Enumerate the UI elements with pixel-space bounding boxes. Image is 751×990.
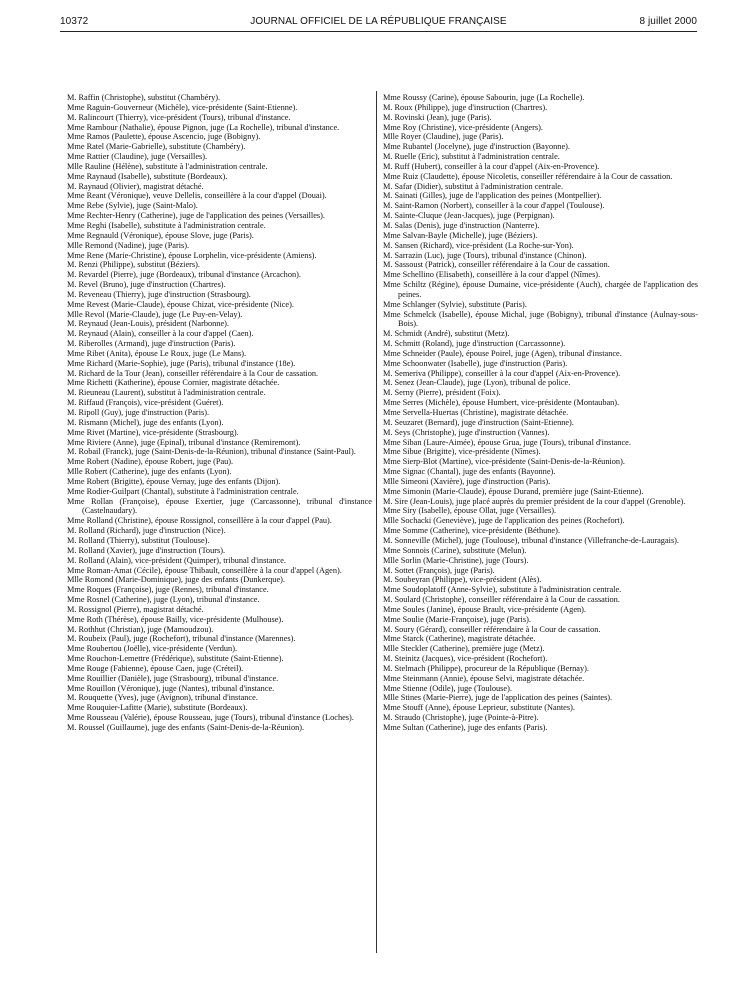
list-entry: M. Stelmach (Philippe), procureur de la République (Bernay). xyxy=(383,663,589,673)
list-entry: Mme Richetti (Katherine), épouse Cornier, magistrate détachée. xyxy=(67,378,280,388)
list-entry: Mme Ramos (Paulette), épouse Ascencio, juge (Bobigny). xyxy=(67,132,261,142)
list-entry: Mme Rene (Marie-Christine), épouse Lorphelin, vice-présidente (Amiens). xyxy=(67,250,317,260)
page-header xyxy=(60,14,697,28)
list-entry: Mme Rolland (Christine), épouse Rossignol, conseillère à la cour d'appel (Pau). xyxy=(67,516,332,526)
list-entry: Mme Rechter-Henry (Catherine), juge de l'application des peines (Versailles). xyxy=(67,211,325,221)
list-entry: M. Rolland (Thierry), substitut (Toulouse). xyxy=(67,535,210,545)
left-column xyxy=(67,93,372,733)
list-entry: Mlle Steckler (Catherine), première juge (Metz). xyxy=(383,644,545,654)
list-entry: M. Robail (Franck), juge (Saint-Denis-de-la-Réunion), tribunal d'instance (Saint-Paul). xyxy=(67,447,356,457)
list-entry: Mme Roques (Françoise), juge (Rennes), tribunal d'instance. xyxy=(67,585,269,595)
list-entry: Mme Ruiz (Claudette), épouse Nicoletis, conseiller référendaire à la Cour de cassation. xyxy=(383,171,673,181)
list-entry: M. Sansen (Richard), vice-président (La Roche-sur-Yon). xyxy=(383,240,574,250)
list-entry: M. Seuzaret (Bernard), juge d'instruction (Saint-Etienne). xyxy=(383,417,574,427)
list-entry: M. Ruelle (Eric), substitut à l'administration centrale. xyxy=(383,152,560,162)
list-entry: M. Safar (Didier), substitut à l'administration centrale. xyxy=(383,181,564,191)
list-entry: Mme Rebe (Sylvie), juge (Saint-Malo). xyxy=(67,201,198,211)
list-entry: Mme Servella-Huertas (Christine), magistrate détachée. xyxy=(383,408,569,417)
list-entry: M. Raffin (Christophe), substitut (Chambéry). xyxy=(67,93,221,102)
list-entry: Mme Roussy (Carine), épouse Sabourin, juge (La Rochelle). xyxy=(383,93,585,102)
list-entry: Mme Robert (Brigitte), épouse Vernay, juge des enfants (Dijon). xyxy=(67,476,281,486)
list-entry: M. Steinitz (Jacques), vice-président (Rochefort). xyxy=(383,654,548,664)
list-entry: Mme Salvan-Bayle (Michelle), juge (Béziers). xyxy=(383,230,538,240)
list-entry: Mme Schellino (Elisabeth), conseillère à la cour d'appel (Nîmes). xyxy=(383,270,601,280)
list-entry: M. Revardel (Pierre), juge (Bordeaux), tribunal d'instance (Arcachon). xyxy=(67,270,301,280)
list-entry: M. Schmidt (André), substitut (Metz). xyxy=(383,329,510,339)
list-entry: Mme Rambour (Nathalie), épouse Pignon, juge (La Rochelle), tribunal d'instance. xyxy=(67,122,340,132)
list-entry: Mme Rubantel (Jocelyne), juge d'instruction (Bayonne). xyxy=(383,142,570,152)
list-entry: Mme Richard (Marie-Sophie), juge (Paris), tribunal d'instance (18e). xyxy=(67,358,296,368)
list-entry: Mme Serres (Michèle), épouse Humbert, vice-présidente (Montauban). xyxy=(383,398,620,408)
list-entry: Mme Somme (Catherine), vice-présidente (Béthune). xyxy=(383,526,560,536)
list-entry: Mme Steinmann (Annie), épouse Selvi, magistrate détachée. xyxy=(383,673,585,683)
list-entry: M. Rieuneau (Laurent), substitut à l'administration centrale. xyxy=(67,388,266,398)
list-entry: Mme Reghi (Isabelle), substitute à l'administration centrale. xyxy=(67,220,266,230)
list-entry: M. Rolland (Xavier), juge d'instruction (Tours). xyxy=(67,545,226,555)
list-entry: Mme Schlanger (Sylvie), substitute (Paris). xyxy=(383,299,527,309)
list-entry: M. Sonneville (Michel), juge (Toulouse), tribunal d'instance (Villefranche-de-Lauragais). xyxy=(383,535,680,545)
list-entry: Mme Rouillon (Véronique), juge (Nantes), tribunal d'instance. xyxy=(67,683,275,693)
list-entry: M. Revel (Bruno), juge d'instruction (Chartres). xyxy=(67,280,226,290)
list-entry: M. Roubeix (Paul), juge (Rochefort), tribunal d'instance (Marennes). xyxy=(67,634,296,644)
list-entry: M. Roux (Philippe), juge d'instruction (Chartres). xyxy=(383,102,548,112)
list-entry: Mlle Royer (Claudine), juge (Paris). xyxy=(383,132,504,142)
list-entry: Mme Roman-Amat (Cécile), épouse Thibault, conseillère à la cour d'appel (Agen). xyxy=(67,565,342,575)
list-entry: M. Rovinski (Jean), juge (Paris). xyxy=(383,112,492,122)
list-entry: Mlle Simeoni (Xavière), juge d'instruction (Paris). xyxy=(383,476,551,486)
list-entry: Mme Siry (Isabelle), épouse Ollat, juge (Versailles). xyxy=(383,506,557,516)
list-entry: M. Soubeyran (Philippe), vice-président (Alès). xyxy=(383,575,542,585)
list-entry: Mme Soules (Janine), épouse Brault, vice-présidente (Agen). xyxy=(383,604,586,614)
page-number: 10372 xyxy=(60,15,89,27)
list-entry: M. Roussel (Guillaume), juge des enfants (Saint-Denis-de-la-Réunion). xyxy=(67,723,305,732)
list-entry: Mme Stienne (Odile), juge (Toulouse). xyxy=(383,683,512,693)
list-entry: Mme Ratel (Marie-Gabrielle), substitute (Chambéry). xyxy=(67,142,246,152)
list-entry: Mme Rousseau (Valérie), épouse Rousseau, juge (Tours), tribunal d'instance (Loches). xyxy=(67,713,354,723)
list-entry: Mme Robert (Nadine), épouse Robert, juge (Pau). xyxy=(67,457,234,467)
list-entry: M. Ripoll (Guy), juge d'instruction (Paris). xyxy=(67,408,210,417)
list-entry: Mme Sonnois (Carine), substitute (Melun). xyxy=(383,545,527,555)
list-entry: M. Serny (Pierre), président (Foix). xyxy=(383,388,501,398)
list-entry: M. Richard de la Tour (Jean), conseiller référendaire à la Cour de cassation. xyxy=(67,368,319,378)
list-entry: Mlle Stines (Marie-Pierre), juge de l'application des peines (Saintes). xyxy=(383,693,613,703)
list-entry: Mme Rosnel (Catherine), juge (Lyon), tribunal d'instance. xyxy=(67,595,260,605)
list-entry: M. Sarrazin (Luc), juge (Tours), tribunal d'instance (Chinon). xyxy=(383,250,587,260)
list-entry: Mme Soulie (Marie-Françoise), juge (Paris). xyxy=(383,614,531,624)
list-entry: M. Sainati (Gilles), juge de l'application des peines (Montpellier). xyxy=(383,191,602,201)
list-entry: Mme Roy (Christine), vice-présidente (Angers). xyxy=(383,122,543,132)
list-entry: M. Rolland (Richard), juge d'instruction (Nice). xyxy=(67,526,226,536)
list-entry: Mme Schiltz (Régine), épouse Dumaine, vice-présidente (Auch), chargée de l'application des peines. xyxy=(383,280,698,299)
list-entry: Mme Rodier-Guilpart (Chantal), substitute à l'administration centrale. xyxy=(67,486,299,496)
list-entry: M. Ruff (Hubert), conseiller à la cour d'appel (Aix-en-Provence). xyxy=(383,161,600,171)
list-entry: Mlle Romond (Marie-Dominique), juge des enfants (Dunkerque). xyxy=(67,575,285,585)
list-entry: Mme Revest (Marie-Claude), épouse Chizat, vice-présidente (Nice). xyxy=(67,299,294,309)
list-entry: M. Renzi (Philippe), substitut (Béziers). xyxy=(67,260,200,270)
list-entry: M. Rismann (Michel), juge des enfants (Lyon). xyxy=(67,417,224,427)
list-entry: Mme Rouchon-Lemettre (Frédérique), substitute (Saint-Etienne). xyxy=(67,654,284,664)
issue-date: 8 juillet 2000 xyxy=(639,15,697,27)
list-entry: Mme Schneider (Paule), épouse Poirel, juge (Agen), tribunal d'instance. xyxy=(383,348,622,358)
list-entry: Mme Sibue (Brigitte), vice-présidente (Nîmes). xyxy=(383,447,541,457)
header-rule xyxy=(60,31,697,32)
list-entry: Mme Rattier (Claudine), juge (Versailles). xyxy=(67,152,208,162)
list-entry: M. Senez (Jean-Claude), juge (Lyon), tribunal de police. xyxy=(383,378,571,388)
list-entry: Mlle Sochacki (Geneviève), juge de l'application des peines (Rochefort). xyxy=(383,516,625,526)
list-entry: Mlle Revol (Marie-Claude), juge (Le Puy-en-Velay). xyxy=(67,309,243,319)
list-entry: M. Sainte-Cluque (Jean-Jacques), juge (Perpignan). xyxy=(383,211,555,221)
list-entry: M. Rolland (Alain), vice-président (Quimper), tribunal d'instance. xyxy=(67,555,286,565)
journal-title: JOURNAL OFFICIEL DE LA RÉPUBLIQUE FRANÇAISE xyxy=(250,15,507,27)
list-entry: Mme Schoonwater (Isabelle), juge d'instruction (Paris). xyxy=(383,358,568,368)
list-entry: M. Straudo (Christophe), juge (Pointe-à-Pitre). xyxy=(383,713,539,723)
list-entry: Mme Rouge (Fabienne), épouse Caen, juge (Créteil). xyxy=(67,663,244,673)
list-entry: Mme Rouillier (Danièle), juge (Strasbourg), tribunal d'instance. xyxy=(67,673,279,683)
list-entry: M. Schmitt (Roland), juge d'instruction (Carcassonne). xyxy=(383,339,566,349)
list-entry: M. Raynaud (Olivier), magistrat détaché. xyxy=(67,181,204,191)
list-entry: M. Saint-Ramon (Norbert), conseiller à la cour d'appel (Toulouse). xyxy=(383,201,605,211)
list-entry: M. Soulard (Christophe), conseiller référendaire à la Cour de cassation. xyxy=(383,595,620,605)
list-entry: Mlle Sorlin (Marie-Christine), juge (Tours). xyxy=(383,555,529,565)
list-entry: Mlle Robert (Catherine), juge des enfants (Lyon). xyxy=(67,467,232,477)
list-entry: M. Riberolles (Armand), juge d'instruction (Paris). xyxy=(67,339,236,349)
list-entry: M. Sire (Jean-Louis), juge placé auprès du premier président de la cour d'appel (Grenoble). xyxy=(383,496,686,506)
list-entry: M. Reveneau (Thierry), juge d'instruction (Strasbourg). xyxy=(67,289,251,299)
column-divider xyxy=(376,91,377,953)
list-entry: M. Riffaud (François), vice-président (Guéret). xyxy=(67,398,224,408)
list-entry: M. Reynaud (Alain), conseiller à la cour d'appel (Caen). xyxy=(67,329,254,339)
right-column xyxy=(383,93,698,733)
list-entry: M. Semeriva (Philippe), conseiller à la cour d'appel (Aix-en-Provence). xyxy=(383,368,621,378)
list-entry: Mme Raguin-Gouverneur (Michèle), vice-présidente (Saint-Etienne). xyxy=(67,102,298,112)
list-entry: Mme Rivet (Martine), vice-présidente (Strasbourg). xyxy=(67,427,239,437)
list-entry: M. Seys (Christophe), juge d'instruction (Vannes). xyxy=(383,427,550,437)
list-entry: M. Soury (Gérard), conseiller référendaire à la Cour de cassation. xyxy=(383,624,601,634)
list-entry: M. Sottet (François), juge (Paris). xyxy=(383,565,495,575)
list-entry: Mme Roth (Thérèse), épouse Bailly, vice-présidente (Mulhouse). xyxy=(67,614,284,624)
list-entry: Mme Reant (Véronique), veuve Dellelis, conseillère à la cour d'appel (Douai). xyxy=(67,191,327,201)
list-entry: Mme Rouquier-Lafitte (Marie), substitute (Bordeaux). xyxy=(67,703,248,713)
list-entry: Mlle Rauline (Hélène), substitute à l'administration centrale. xyxy=(67,161,268,171)
list-entry: M. Salas (Denis), juge d'instruction (Nanterre). xyxy=(383,220,540,230)
list-entry: Mme Sierp-Blot (Martine), vice-présidente (Saint-Denis-de-la-Réunion). xyxy=(383,457,625,467)
list-entry: M. Ralincourt (Thierry), vice-président (Tours), tribunal d'instance. xyxy=(67,112,291,122)
list-entry: Mme Siban (Laure-Aimée), épouse Grua, juge (Tours), tribunal d'instance. xyxy=(383,437,631,447)
list-entry: M. Rossignol (Pierre), magistrat détaché. xyxy=(67,604,204,614)
list-entry: Mme Signac (Chantal), juge des enfants (Bayonne). xyxy=(383,467,556,477)
list-entry: Mme Soudoplatoff (Anne-Sylvie), substitute à l'administration centrale. xyxy=(383,585,622,595)
list-entry: Mme Simonin (Marie-Claude), épouse Durand, première juge (Saint-Etienne). xyxy=(383,486,644,496)
list-entry: Mme Rollan (Françoise), épouse Exertier, juge (Carcassonne), tribunal d'instance (Castelnaudary). xyxy=(67,496,372,516)
list-entry: M. Reynaud (Jean-Louis), président (Narbonne). xyxy=(67,319,229,329)
list-entry: Mlle Remond (Nadine), juge (Paris). xyxy=(67,240,190,250)
list-entry: Mme Regnauld (Véronique), épouse Slove, juge (Paris). xyxy=(67,230,254,240)
list-entry: M. Sassoust (Patrick), conseiller référendaire à la Cour de cassation. xyxy=(383,260,610,270)
list-entry: Mme Roubertou (Joëlle), vice-présidente (Verdun). xyxy=(67,644,238,654)
list-entry: Mme Schmelck (Isabelle), épouse Michal, juge (Bobigny), tribunal d'instance (Aulnay-sous-Bois). xyxy=(383,309,698,329)
list-entry: Mme Stouff (Anne), épouse Leprieur, substitute (Nantes). xyxy=(383,703,575,713)
list-entry: Mme Raynaud (Isabelle), substitute (Bordeaux). xyxy=(67,171,228,181)
list-entry: Mme Sultan (Catherine), juge des enfants (Paris). xyxy=(383,723,548,732)
list-entry: M. Rouquette (Yves), juge (Avignon), tribunal d'instance. xyxy=(67,693,258,703)
list-entry: Mme Riviere (Anne), juge (Epinal), tribunal d'instance (Remiremont). xyxy=(67,437,301,447)
list-entry: Mme Ribet (Anita), épouse Le Roux, juge (Le Mans). xyxy=(67,348,247,358)
list-entry: M. Rothhut (Christian), juge (Mamoudzou). xyxy=(67,624,214,634)
list-entry: Mme Starck (Catherine), magistrate détachée. xyxy=(383,634,536,644)
